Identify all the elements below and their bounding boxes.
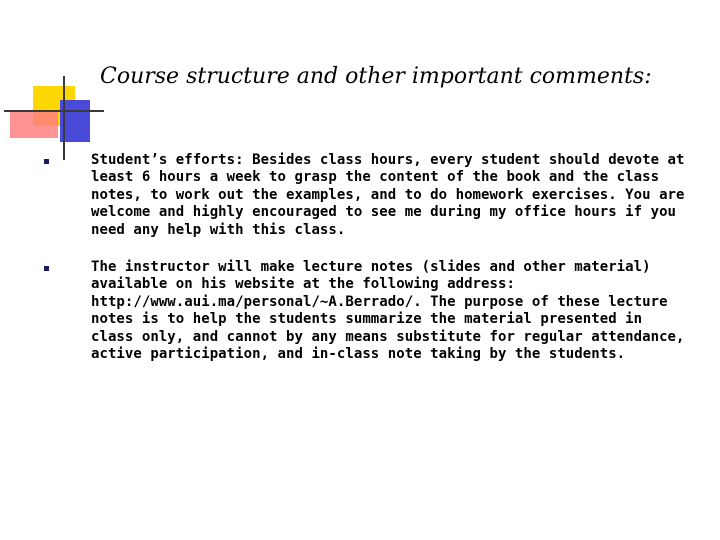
bullet-text: The instructor will make lecture notes (slides and other material) available on his website at the following address: http://www.aui.ma/personal/~A.Berrado/. The purpose of these lecture notes is to help the students summarize the material presented in class only, and cannot by any means substitute for regular attendance, active participation, and in-class note taking by the students. — [91, 259, 685, 363]
decor-red-square — [10, 112, 58, 138]
square-bullet-icon — [44, 266, 49, 271]
slide-title: Course structure and other important comments: — [100, 64, 652, 89]
decor-horizontal-line — [4, 110, 104, 112]
bullet-item-lecture-notes — [40, 259, 690, 363]
bullet-text: Student’s efforts: Besides class hours, every student should devote at least 6 hours a week to grasp the content of the book and the class notes, to work out the examples, and to do homework exercises. You are welcome and highly encouraged to see me during my office hours if you need any help with this class. — [91, 152, 685, 238]
square-bullet-icon — [44, 159, 49, 164]
bullet-item-student-efforts — [40, 152, 690, 239]
bullet-list — [40, 152, 690, 383]
decor-vertical-line — [63, 76, 65, 160]
